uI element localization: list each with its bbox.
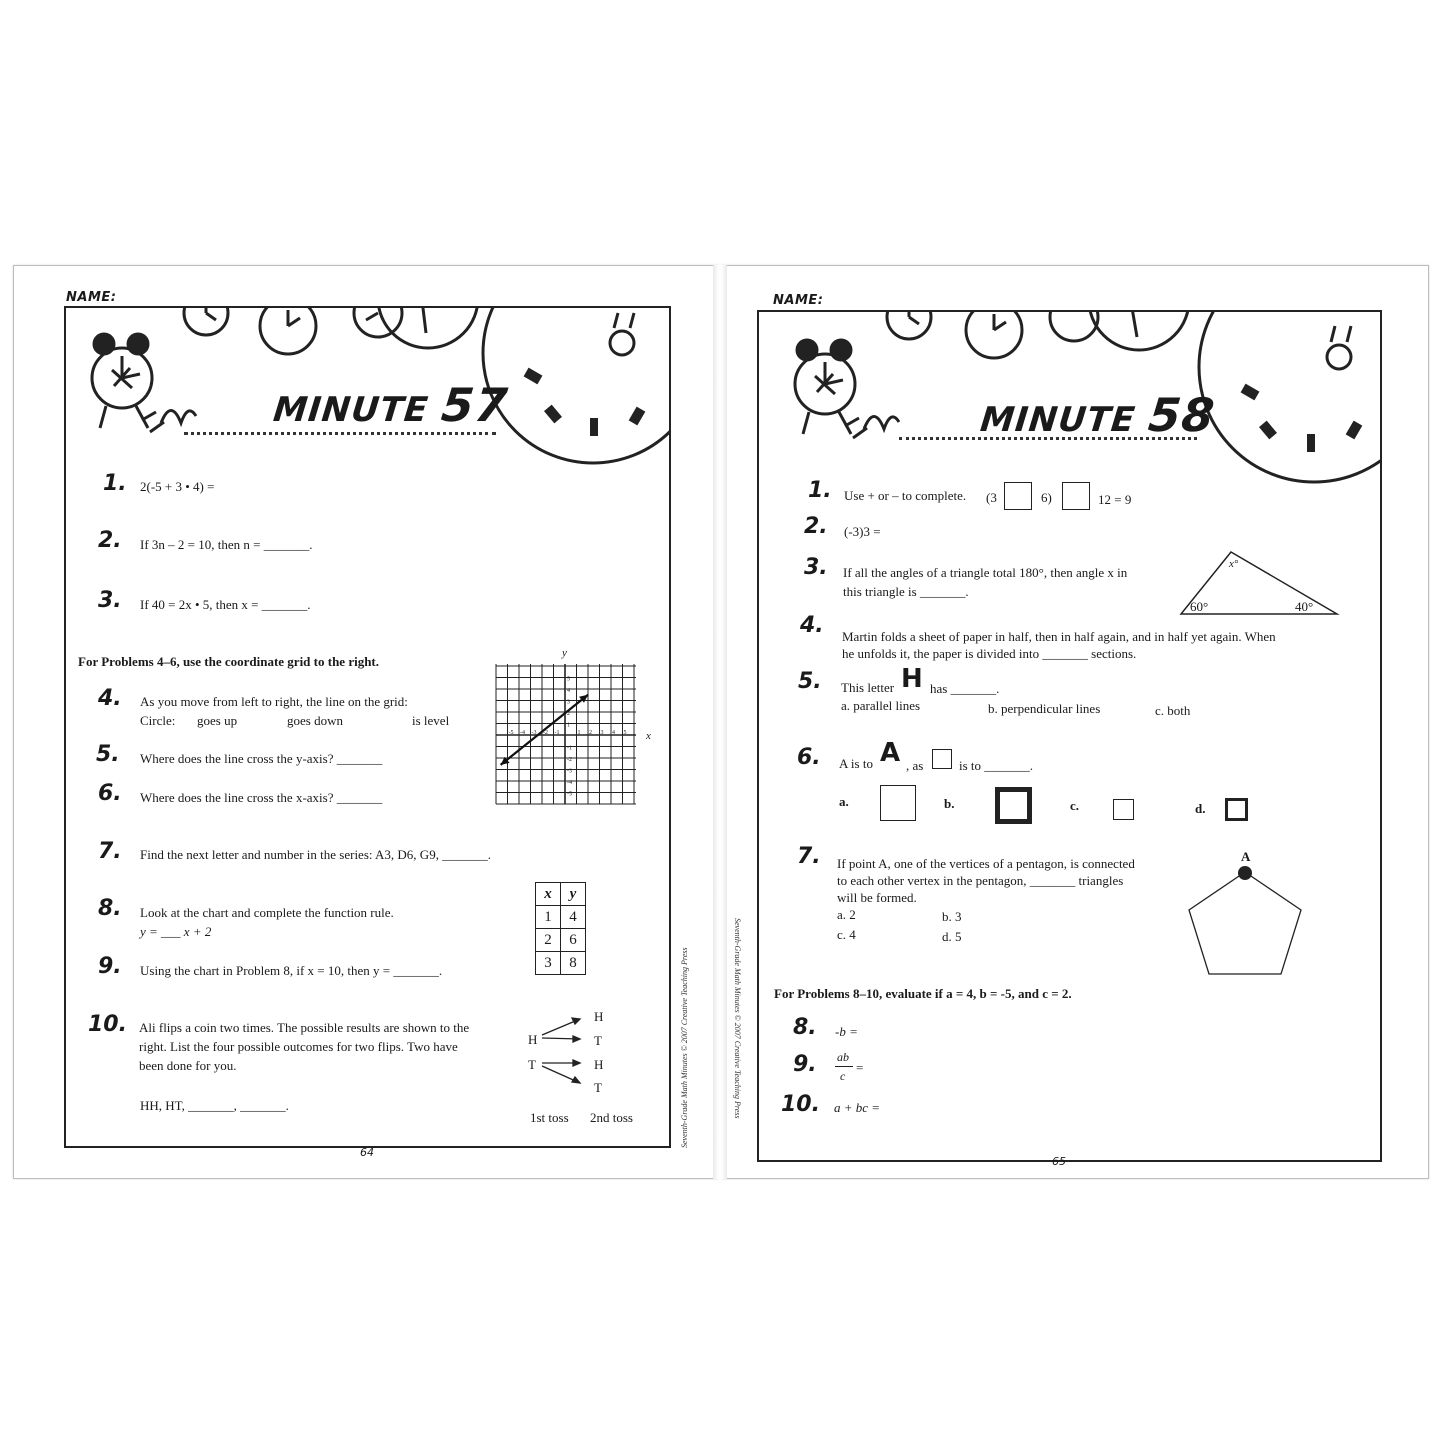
problem-number-1: 1. bbox=[808, 478, 832, 503]
problem-number-7: 7. bbox=[797, 844, 821, 869]
problem-1-text: 2(-5 + 3 • 4) = bbox=[140, 479, 215, 494]
small-square-figure bbox=[932, 749, 952, 769]
spine-credit-left: Seventh-Grade Math Minutes © 2007 Creative Teaching Press bbox=[680, 947, 689, 1148]
pentagon-vertex-label: A bbox=[1241, 849, 1251, 864]
problem-5-choice-a: a. parallel lines bbox=[841, 698, 921, 713]
x-tick-label: 3 bbox=[600, 730, 604, 736]
problem-7-line2: to each other vertex in the pentagon, _______ triangles bbox=[837, 873, 1124, 888]
title-number: 57 bbox=[438, 378, 511, 432]
y-tick-label: -3 bbox=[567, 768, 572, 775]
problem-6-text-c: is to _______. bbox=[959, 758, 1034, 773]
problem-7-choice-a: a. 2 bbox=[837, 907, 856, 922]
table-cell: 1 bbox=[536, 906, 561, 929]
x-tick-label: -3 bbox=[531, 730, 537, 736]
problem-5-text-a: This letter bbox=[841, 680, 895, 695]
x-tick-label: -4 bbox=[520, 730, 525, 736]
problem-6-choice-c: c. bbox=[1070, 798, 1080, 813]
problem-7-choice-d: d. 5 bbox=[942, 929, 962, 944]
problem-4-circle-label: Circle: bbox=[140, 713, 176, 728]
book-gutter bbox=[713, 265, 727, 1179]
y-axis-label: y bbox=[562, 647, 567, 659]
problem-10-answer: HH, HT, _______, _______. bbox=[140, 1098, 289, 1113]
problem-5-choice-b: b. perpendicular lines bbox=[988, 701, 1101, 716]
graph-line bbox=[501, 695, 588, 765]
problem-10-text: a + bc = bbox=[834, 1100, 881, 1115]
y-tick-label: -2 bbox=[567, 757, 572, 763]
fraction-bar bbox=[835, 1066, 853, 1067]
problem-number-10: 10. bbox=[88, 1012, 127, 1037]
x-tick-label: -5 bbox=[508, 730, 514, 736]
square-option-b bbox=[995, 787, 1032, 824]
problem-10-text: Ali flips a coin two times. The possible results are shown to the right. List the four possible outcomes for two flips. Two have been done for you. bbox=[139, 1020, 470, 1073]
tree-label-second-toss: 2nd toss bbox=[590, 1110, 633, 1125]
problem-number-7: 7. bbox=[98, 839, 122, 864]
triangle-angle-40: 40° bbox=[1295, 599, 1314, 614]
coin-tree-arrows bbox=[520, 1005, 640, 1095]
problem-6-choice-b: b. bbox=[944, 796, 955, 811]
table-cell: 2 bbox=[536, 929, 561, 952]
problem-1-expr-a: (3 bbox=[986, 490, 997, 505]
y-tick-label: 1 bbox=[567, 722, 570, 729]
y-tick-label: 2 bbox=[567, 711, 570, 717]
problem-number-1: 1. bbox=[103, 471, 127, 496]
problem-9-numerator: ab bbox=[837, 1050, 849, 1064]
x-tick-label: 4 bbox=[612, 730, 615, 736]
problem-number-8: 8. bbox=[98, 896, 122, 921]
y-tick-label: -4 bbox=[567, 780, 572, 786]
problem-2-text: (-3)3 = bbox=[844, 524, 881, 539]
table-header-x: x bbox=[536, 883, 561, 906]
problem-2-text: If 3n – 2 = 10, then n = _______. bbox=[140, 537, 313, 552]
problem-9-equals: = bbox=[856, 1060, 864, 1075]
problem-number-9: 9. bbox=[793, 1052, 817, 1077]
x-tick-label: -2 bbox=[543, 730, 548, 736]
problem-7-choice-b: b. 3 bbox=[942, 909, 962, 924]
y-tick-label: -5 bbox=[567, 791, 572, 798]
worksheet-title bbox=[978, 388, 1218, 442]
problem-9-denominator: c bbox=[840, 1069, 846, 1083]
problem-6-text: Where does the line cross the x-axis? _______ bbox=[140, 790, 383, 805]
function-table bbox=[535, 882, 586, 975]
answer-box-1[interactable] bbox=[1004, 482, 1032, 510]
problem-8-rule: y = ___ x + 2 bbox=[140, 924, 212, 939]
x-tick-label: 5 bbox=[623, 730, 627, 736]
y-tick-label: 4 bbox=[567, 688, 570, 694]
table-header-y: y bbox=[561, 883, 586, 906]
problem-7-text: If point A, one of the vertices of a pentagon, is connected bbox=[837, 856, 1135, 871]
tree-first-h: H bbox=[528, 1032, 538, 1047]
problem-4-text: As you move from left to right, the line on the grid: bbox=[140, 694, 408, 709]
problem-number-4: 4. bbox=[800, 613, 824, 638]
pentagon-figure bbox=[1185, 868, 1305, 980]
problem-5-choice-c: c. both bbox=[1155, 703, 1191, 718]
answer-box-2[interactable] bbox=[1062, 482, 1090, 510]
problem-7-text: Find the next letter and number in the series: A3, D6, G9, _______. bbox=[140, 847, 491, 862]
y-tick-label: 3 bbox=[567, 699, 570, 706]
tree-first-t: T bbox=[528, 1057, 536, 1072]
problem-9-text: Using the chart in Problem 8, if x = 10, then y = _______. bbox=[140, 963, 443, 978]
title-dotted-line bbox=[184, 432, 496, 435]
problem-number-5: 5. bbox=[96, 742, 120, 767]
x-tick-label: -1 bbox=[554, 730, 560, 736]
name-label: NAME: bbox=[773, 293, 824, 308]
tree-second-t2: T bbox=[594, 1080, 602, 1095]
coordinate-grid bbox=[490, 640, 660, 830]
problem-number-4: 4. bbox=[98, 686, 122, 711]
problem-number-9: 9. bbox=[98, 954, 122, 979]
x-axis-label: x bbox=[646, 730, 651, 742]
x-tick-label: 1 bbox=[577, 730, 581, 736]
tree-label-first-toss: 1st toss bbox=[530, 1110, 569, 1125]
title-dotted-line bbox=[899, 437, 1197, 440]
letter-a-figure: A bbox=[880, 738, 901, 768]
instruction-8-10: For Problems 8–10, evaluate if a = 4, b = -5, and c = 2. bbox=[774, 986, 1072, 1001]
title-word: MINUTE bbox=[978, 400, 1138, 440]
square-option-c bbox=[1113, 799, 1134, 820]
problem-8-text: -b = bbox=[835, 1024, 858, 1039]
page-number-64: 64 bbox=[360, 1146, 374, 1159]
choice-is-level: is level bbox=[412, 713, 450, 728]
problem-number-2: 2. bbox=[804, 514, 828, 539]
problem-number-3: 3. bbox=[804, 555, 828, 580]
x-tick-label: 2 bbox=[589, 730, 592, 736]
tree-second-t1: T bbox=[594, 1033, 602, 1048]
y-tick-label: -1 bbox=[567, 745, 572, 752]
problem-6-choice-a: a. bbox=[839, 794, 849, 809]
problem-5-text-b: has _______. bbox=[930, 681, 1000, 696]
square-option-a bbox=[880, 785, 916, 821]
problem-8-text: Look at the chart and complete the function rule. bbox=[140, 905, 394, 920]
table-cell: 6 bbox=[561, 929, 586, 952]
problem-number-6: 6. bbox=[797, 745, 821, 770]
triangle-angle-60: 60° bbox=[1190, 599, 1209, 614]
problem-7-line3: will be formed. bbox=[837, 890, 917, 905]
problem-1-expr-b: 6) bbox=[1041, 490, 1052, 505]
choice-goes-down: goes down bbox=[287, 713, 343, 728]
problem-1-expr-c: 12 = 9 bbox=[1098, 492, 1132, 507]
problem-number-8: 8. bbox=[793, 1015, 817, 1040]
problem-number-2: 2. bbox=[98, 528, 122, 553]
page-number-65: 65 bbox=[1052, 1155, 1066, 1168]
problem-5-text: Where does the line cross the y-axis? _______ bbox=[140, 751, 383, 766]
problem-number-10: 10. bbox=[781, 1092, 820, 1117]
worksheet-title bbox=[271, 378, 511, 432]
letter-h-figure: H bbox=[901, 664, 923, 694]
choice-goes-up: goes up bbox=[197, 713, 238, 728]
tree-second-h1: H bbox=[594, 1009, 604, 1024]
table-cell: 4 bbox=[561, 906, 586, 929]
problem-6-text-b: , as bbox=[906, 758, 924, 773]
y-tick-label: 5 bbox=[567, 676, 570, 683]
tree-second-h2: H bbox=[594, 1057, 604, 1072]
name-label: NAME: bbox=[66, 290, 117, 305]
problem-7-choice-c: c. 4 bbox=[837, 927, 856, 942]
title-word: MINUTE bbox=[271, 390, 431, 430]
problem-number-6: 6. bbox=[98, 781, 122, 806]
problem-3-line2: this triangle is _______. bbox=[843, 584, 969, 599]
square-option-d bbox=[1225, 798, 1248, 821]
table-cell: 3 bbox=[536, 952, 561, 975]
problem-4-text: Martin folds a sheet of paper in half, then in half again, and in half yet again. When bbox=[842, 629, 1276, 644]
problem-3-text: If 40 = 2x • 5, then x = _______. bbox=[140, 597, 311, 612]
problem-number-3: 3. bbox=[98, 588, 122, 613]
triangle-angle-x: x° bbox=[1229, 558, 1239, 570]
problem-1-text: Use + or – to complete. bbox=[844, 488, 967, 503]
title-number: 58 bbox=[1145, 388, 1218, 442]
instruction-4-6: For Problems 4–6, use the coordinate grid to the right. bbox=[78, 654, 380, 669]
spine-credit-right: Seventh-Grade Math Minutes © 2007 Creative Teaching Press bbox=[733, 918, 742, 1119]
problem-6-text-a: A is to bbox=[839, 756, 873, 771]
problem-4-line2: he unfolds it, the paper is divided into _______ sections. bbox=[842, 646, 1137, 661]
table-cell: 8 bbox=[561, 952, 586, 975]
problem-6-choice-d: d. bbox=[1195, 801, 1206, 816]
problem-number-5: 5. bbox=[798, 669, 822, 694]
problem-3-text: If all the angles of a triangle total 180°, then angle x in bbox=[843, 565, 1128, 580]
